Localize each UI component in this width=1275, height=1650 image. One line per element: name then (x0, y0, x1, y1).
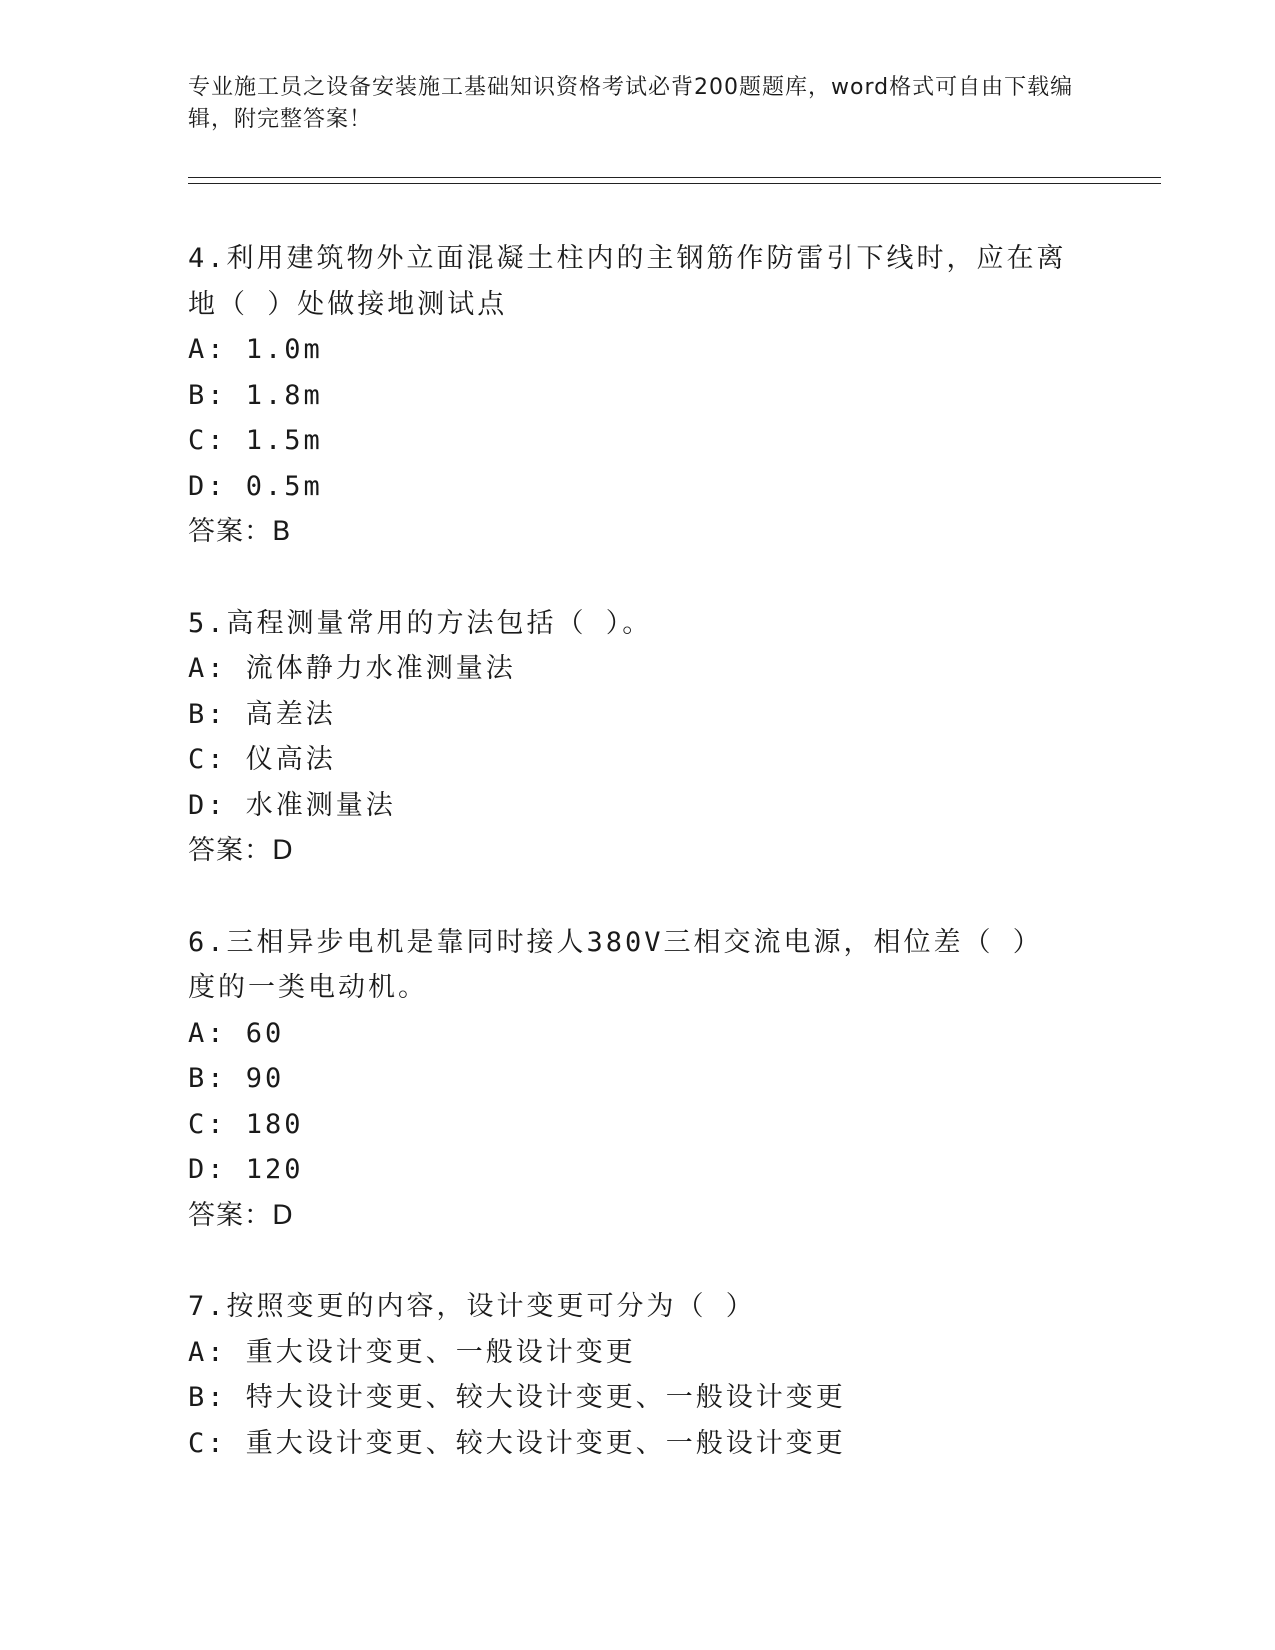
option-d: D: 水准测量法 (188, 789, 396, 821)
question-5 (188, 601, 1068, 874)
option-b: B: 特大设计变更、较大设计变更、一般设计变更 (188, 1382, 846, 1413)
option-b: B: 高差法 (188, 698, 336, 730)
question-6 (188, 920, 1068, 1239)
option-b: B: 1.8m (188, 379, 323, 411)
option-b: B: 90 (188, 1063, 285, 1094)
option-d: D: 0.5m (188, 470, 323, 502)
option-d: D: 120 (188, 1154, 304, 1185)
question-7 (188, 1284, 1068, 1466)
header-rule-bottom (188, 183, 1161, 184)
answer-label: 答案：D (188, 1199, 294, 1231)
option-a: A: 1.0m (188, 334, 323, 365)
header-rule-top (188, 177, 1161, 178)
option-a: A: 60 (188, 1017, 285, 1049)
question-stem: 5.高程测量常用的方法包括（ ）。 (188, 607, 653, 639)
question-list (188, 236, 1068, 1512)
option-c: C: 1.5m (188, 425, 323, 456)
question-stem: 6.三相异步电机是靠同时接人380V三相交流电源，相位差（ ）度的一类电动机。 (188, 926, 1043, 1003)
option-c: C: 180 (188, 1108, 304, 1140)
question-4 (188, 236, 1068, 555)
document-intro: 专业施工员之设备安装施工基础知识资格考试必背200题题库，word格式可自由下载编辑，附完整答案！ (188, 75, 1074, 132)
question-stem: 4.利用建筑物外立面混凝土柱内的主钢筋作防雷引下线时，应在离地（ ）处做接地测试点 (188, 243, 1067, 320)
question-stem: 7.按照变更的内容，设计变更可分为（ ） (188, 1291, 756, 1322)
option-a: A: 重大设计变更、一般设计变更 (188, 1336, 636, 1368)
option-a: A: 流体静力水准测量法 (188, 653, 516, 684)
option-c: C: 仪高法 (188, 744, 336, 775)
answer-label: 答案：B (188, 516, 292, 547)
option-c: C: 重大设计变更、较大设计变更、一般设计变更 (188, 1427, 846, 1459)
answer-label: 答案：D (188, 835, 294, 866)
